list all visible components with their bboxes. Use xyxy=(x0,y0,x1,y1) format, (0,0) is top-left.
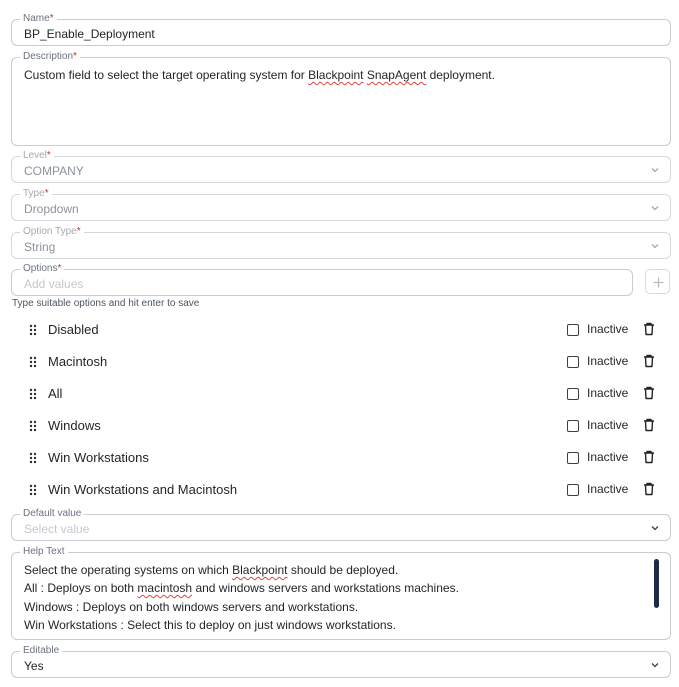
options-hint: Type suitable options and hit enter to save xyxy=(12,298,200,309)
add-option-button[interactable] xyxy=(645,269,670,294)
option-label: Macintosh xyxy=(48,354,108,369)
type-value: Dropdown xyxy=(24,202,79,216)
plus-icon xyxy=(652,276,665,289)
drag-handle-icon[interactable] xyxy=(29,484,37,496)
description-field[interactable] xyxy=(11,51,671,146)
options-placeholder: Add values xyxy=(24,277,84,291)
option-label: Win Workstations xyxy=(48,450,149,465)
option-type-value: String xyxy=(24,240,56,254)
inactive-checkbox[interactable] xyxy=(567,484,579,496)
help-text-line: Select the operating systems on which Blackpoint should be deployed. xyxy=(24,563,399,577)
default-value-label: Default value xyxy=(20,507,84,521)
drag-handle-icon[interactable] xyxy=(29,388,37,400)
description-value: Custom field to select the target operating system for Blackpoint SnapAgent deployment. xyxy=(24,68,495,82)
inactive-label: Inactive xyxy=(587,322,629,336)
name-label: Name* xyxy=(20,12,57,26)
inactive-label: Inactive xyxy=(587,354,629,368)
inactive-checkbox[interactable] xyxy=(567,356,579,368)
editable-value: Yes xyxy=(24,659,44,673)
level-value: COMPANY xyxy=(24,164,84,178)
level-label: Level* xyxy=(20,149,54,163)
inactive-label: Inactive xyxy=(587,386,629,400)
inactive-checkbox[interactable] xyxy=(567,388,579,400)
name-field[interactable] xyxy=(11,13,671,46)
chevron-down-icon xyxy=(650,660,660,670)
option-row xyxy=(0,315,679,347)
options-label: Options* xyxy=(20,262,64,276)
option-label: Win Workstations and Macintosh xyxy=(48,482,238,497)
type-label: Type* xyxy=(20,187,52,201)
option-type-label: Option Type* xyxy=(20,225,84,239)
options-input[interactable] xyxy=(11,263,633,296)
option-row xyxy=(0,443,679,475)
help-text-line: Win Workstations : Select this to deploy on just windows workstations. xyxy=(24,618,396,632)
option-row xyxy=(0,379,679,411)
chevron-down-icon xyxy=(650,241,660,251)
drag-handle-icon[interactable] xyxy=(29,452,37,464)
help-text-line: All : Deploys on both macintosh and windows servers and workstations machines. xyxy=(24,581,459,595)
inactive-label: Inactive xyxy=(587,482,629,496)
trash-icon[interactable] xyxy=(643,322,655,336)
chevron-down-icon xyxy=(650,165,660,175)
option-label: All xyxy=(48,386,63,401)
description-label: Description* xyxy=(20,50,80,64)
help-text-label: Help Text xyxy=(20,545,68,559)
option-type-select xyxy=(11,226,671,259)
help-text-scrollbar[interactable] xyxy=(654,559,659,608)
inactive-label: Inactive xyxy=(587,450,629,464)
chevron-down-icon xyxy=(650,523,660,533)
level-select xyxy=(11,150,671,183)
drag-handle-icon[interactable] xyxy=(29,356,37,368)
type-select xyxy=(11,188,671,221)
inactive-checkbox[interactable] xyxy=(567,420,579,432)
default-value-placeholder: Select value xyxy=(24,522,90,536)
name-value: BP_Enable_Deployment xyxy=(24,27,155,41)
option-row xyxy=(0,475,679,507)
trash-icon[interactable] xyxy=(643,386,655,400)
option-row xyxy=(0,411,679,443)
drag-handle-icon[interactable] xyxy=(29,324,37,336)
inactive-checkbox[interactable] xyxy=(567,324,579,336)
editable-label: Editable xyxy=(20,644,62,658)
trash-icon[interactable] xyxy=(643,354,655,368)
editable-select[interactable] xyxy=(11,645,671,678)
inactive-checkbox[interactable] xyxy=(567,452,579,464)
option-row xyxy=(0,347,679,379)
trash-icon[interactable] xyxy=(643,482,655,496)
drag-handle-icon[interactable] xyxy=(29,420,37,432)
trash-icon[interactable] xyxy=(643,418,655,432)
inactive-label: Inactive xyxy=(587,418,629,432)
default-value-select[interactable] xyxy=(11,508,671,541)
help-text-field[interactable] xyxy=(11,546,671,640)
option-label: Windows xyxy=(48,418,101,433)
option-label: Disabled xyxy=(48,322,99,337)
help-text-line: Windows : Deploys on both windows servers and workstations. xyxy=(24,600,359,614)
chevron-down-icon xyxy=(650,203,660,213)
trash-icon[interactable] xyxy=(643,450,655,464)
